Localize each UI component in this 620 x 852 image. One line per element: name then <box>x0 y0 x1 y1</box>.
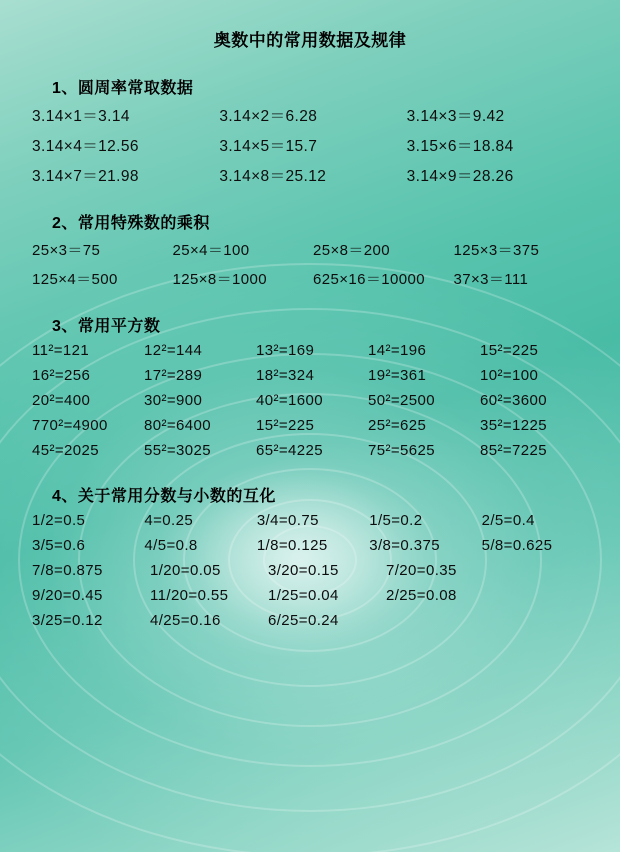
section-heading: 2、常用特殊数的乘积 <box>52 215 210 232</box>
table-row <box>32 104 594 126</box>
table-row <box>32 537 594 554</box>
data-cell: 55²=3025 <box>144 442 212 459</box>
data-cell: 18²=324 <box>256 367 315 384</box>
table-row <box>32 367 594 384</box>
data-cell: 1/8=0.125 <box>256 537 328 554</box>
data-cell: 3.14×5＝15.7 <box>219 138 318 155</box>
data-cell: 125×3＝375 <box>453 242 540 259</box>
table-row <box>32 164 594 186</box>
data-cell: 3/20=0.15 <box>268 562 339 579</box>
data-cell: 4/25=0.16 <box>150 612 221 629</box>
table-row <box>32 562 594 579</box>
table-row <box>32 587 594 604</box>
data-cell: 37×3＝111 <box>453 271 529 288</box>
data-cell: 770²=4900 <box>32 417 108 434</box>
page-title: 奥数中的常用数据及规律 <box>213 31 407 50</box>
data-cell: 3.14×3＝9.42 <box>406 108 505 125</box>
data-cell: 3.14×8＝25.12 <box>219 168 327 185</box>
data-cell: 80²=6400 <box>144 417 212 434</box>
section-heading: 1、圆周率常取数据 <box>52 80 194 97</box>
data-cell: 9/20=0.45 <box>32 587 103 604</box>
table-row <box>32 239 594 260</box>
data-cell: 10²=100 <box>480 367 539 384</box>
data-cell: 25²=625 <box>368 417 427 434</box>
data-cell: 3/25=0.12 <box>32 612 103 629</box>
data-cell: 4/5=0.8 <box>144 537 198 554</box>
data-cell: 2/25=0.08 <box>386 587 457 604</box>
data-cell: 65²=4225 <box>256 442 324 459</box>
data-cell: 3.15×6＝18.84 <box>406 138 514 155</box>
data-cell: 13²=169 <box>256 342 315 359</box>
document-content <box>0 26 620 629</box>
data-cell: 125×8＝1000 <box>172 271 267 288</box>
data-cell: 3.14×2＝6.28 <box>219 108 318 125</box>
section-products <box>26 210 594 289</box>
data-cell: 20²=400 <box>32 392 91 409</box>
data-cell: 45²=2025 <box>32 442 100 459</box>
data-cell: 25×8＝200 <box>313 242 391 259</box>
data-cell: 3.14×4＝12.56 <box>32 138 139 155</box>
data-cell: 16²=256 <box>32 367 91 384</box>
data-cell: 19²=361 <box>368 367 427 384</box>
data-cell: 25×4＝100 <box>172 242 250 259</box>
section-heading: 4、关于常用分数与小数的互化 <box>52 488 276 505</box>
data-cell: 3/5=0.6 <box>32 537 86 554</box>
data-cell: 35²=1225 <box>480 417 548 434</box>
data-cell: 125×4＝500 <box>32 271 118 288</box>
data-cell: 3/8=0.375 <box>369 537 440 554</box>
data-cell: 1/20=0.05 <box>150 562 221 579</box>
data-cell: 12²=144 <box>144 342 203 359</box>
data-cell: 7/8=0.875 <box>32 562 103 579</box>
table-row <box>32 392 594 409</box>
table-row <box>32 512 594 529</box>
section-fractions <box>26 483 594 629</box>
section-rows <box>32 512 594 629</box>
section-heading: 3、常用平方数 <box>52 318 161 335</box>
data-cell: 60²=3600 <box>480 392 548 409</box>
data-cell: 7/20=0.35 <box>386 562 457 579</box>
data-cell: 75²=5625 <box>368 442 436 459</box>
data-cell: 17²=289 <box>144 367 203 384</box>
data-cell: 3/4=0.75 <box>256 512 319 529</box>
data-cell: 2/5=0.4 <box>481 512 535 529</box>
data-cell: 1/5=0.2 <box>369 512 423 529</box>
section-pi <box>26 75 594 186</box>
data-cell: 40²=1600 <box>256 392 324 409</box>
table-row <box>32 612 594 629</box>
section-squares <box>26 313 594 459</box>
data-cell: 50²=2500 <box>368 392 436 409</box>
data-cell: 1/25=0.04 <box>268 587 339 604</box>
data-cell: 30²=900 <box>144 392 203 409</box>
data-cell: 3.14×9＝28.26 <box>406 168 514 185</box>
table-row <box>32 442 594 459</box>
data-cell: 625×16＝10000 <box>313 271 425 288</box>
section-rows <box>32 342 594 459</box>
data-cell: 5/8=0.625 <box>481 537 553 554</box>
data-cell: 15²=225 <box>480 342 539 359</box>
data-cell: 14²=196 <box>368 342 427 359</box>
data-cell: 6/25=0.24 <box>268 612 339 629</box>
data-cell: 3.14×1＝3.14 <box>32 108 130 125</box>
table-row <box>32 342 594 359</box>
data-cell: 1/2=0.5 <box>32 512 86 529</box>
data-cell: 3.14×7＝21.98 <box>32 168 139 185</box>
data-cell: 85²=7225 <box>480 442 548 459</box>
data-cell: 4=0.25 <box>144 512 194 529</box>
section-rows <box>32 239 594 289</box>
data-cell: 25×3＝75 <box>32 242 101 259</box>
table-row <box>32 268 594 289</box>
table-row <box>32 417 594 434</box>
data-cell: 11/20=0.55 <box>150 587 229 604</box>
table-row <box>32 134 594 156</box>
data-cell: 15²=225 <box>256 417 315 434</box>
section-rows <box>32 104 594 186</box>
data-cell: 11²=121 <box>32 342 90 359</box>
